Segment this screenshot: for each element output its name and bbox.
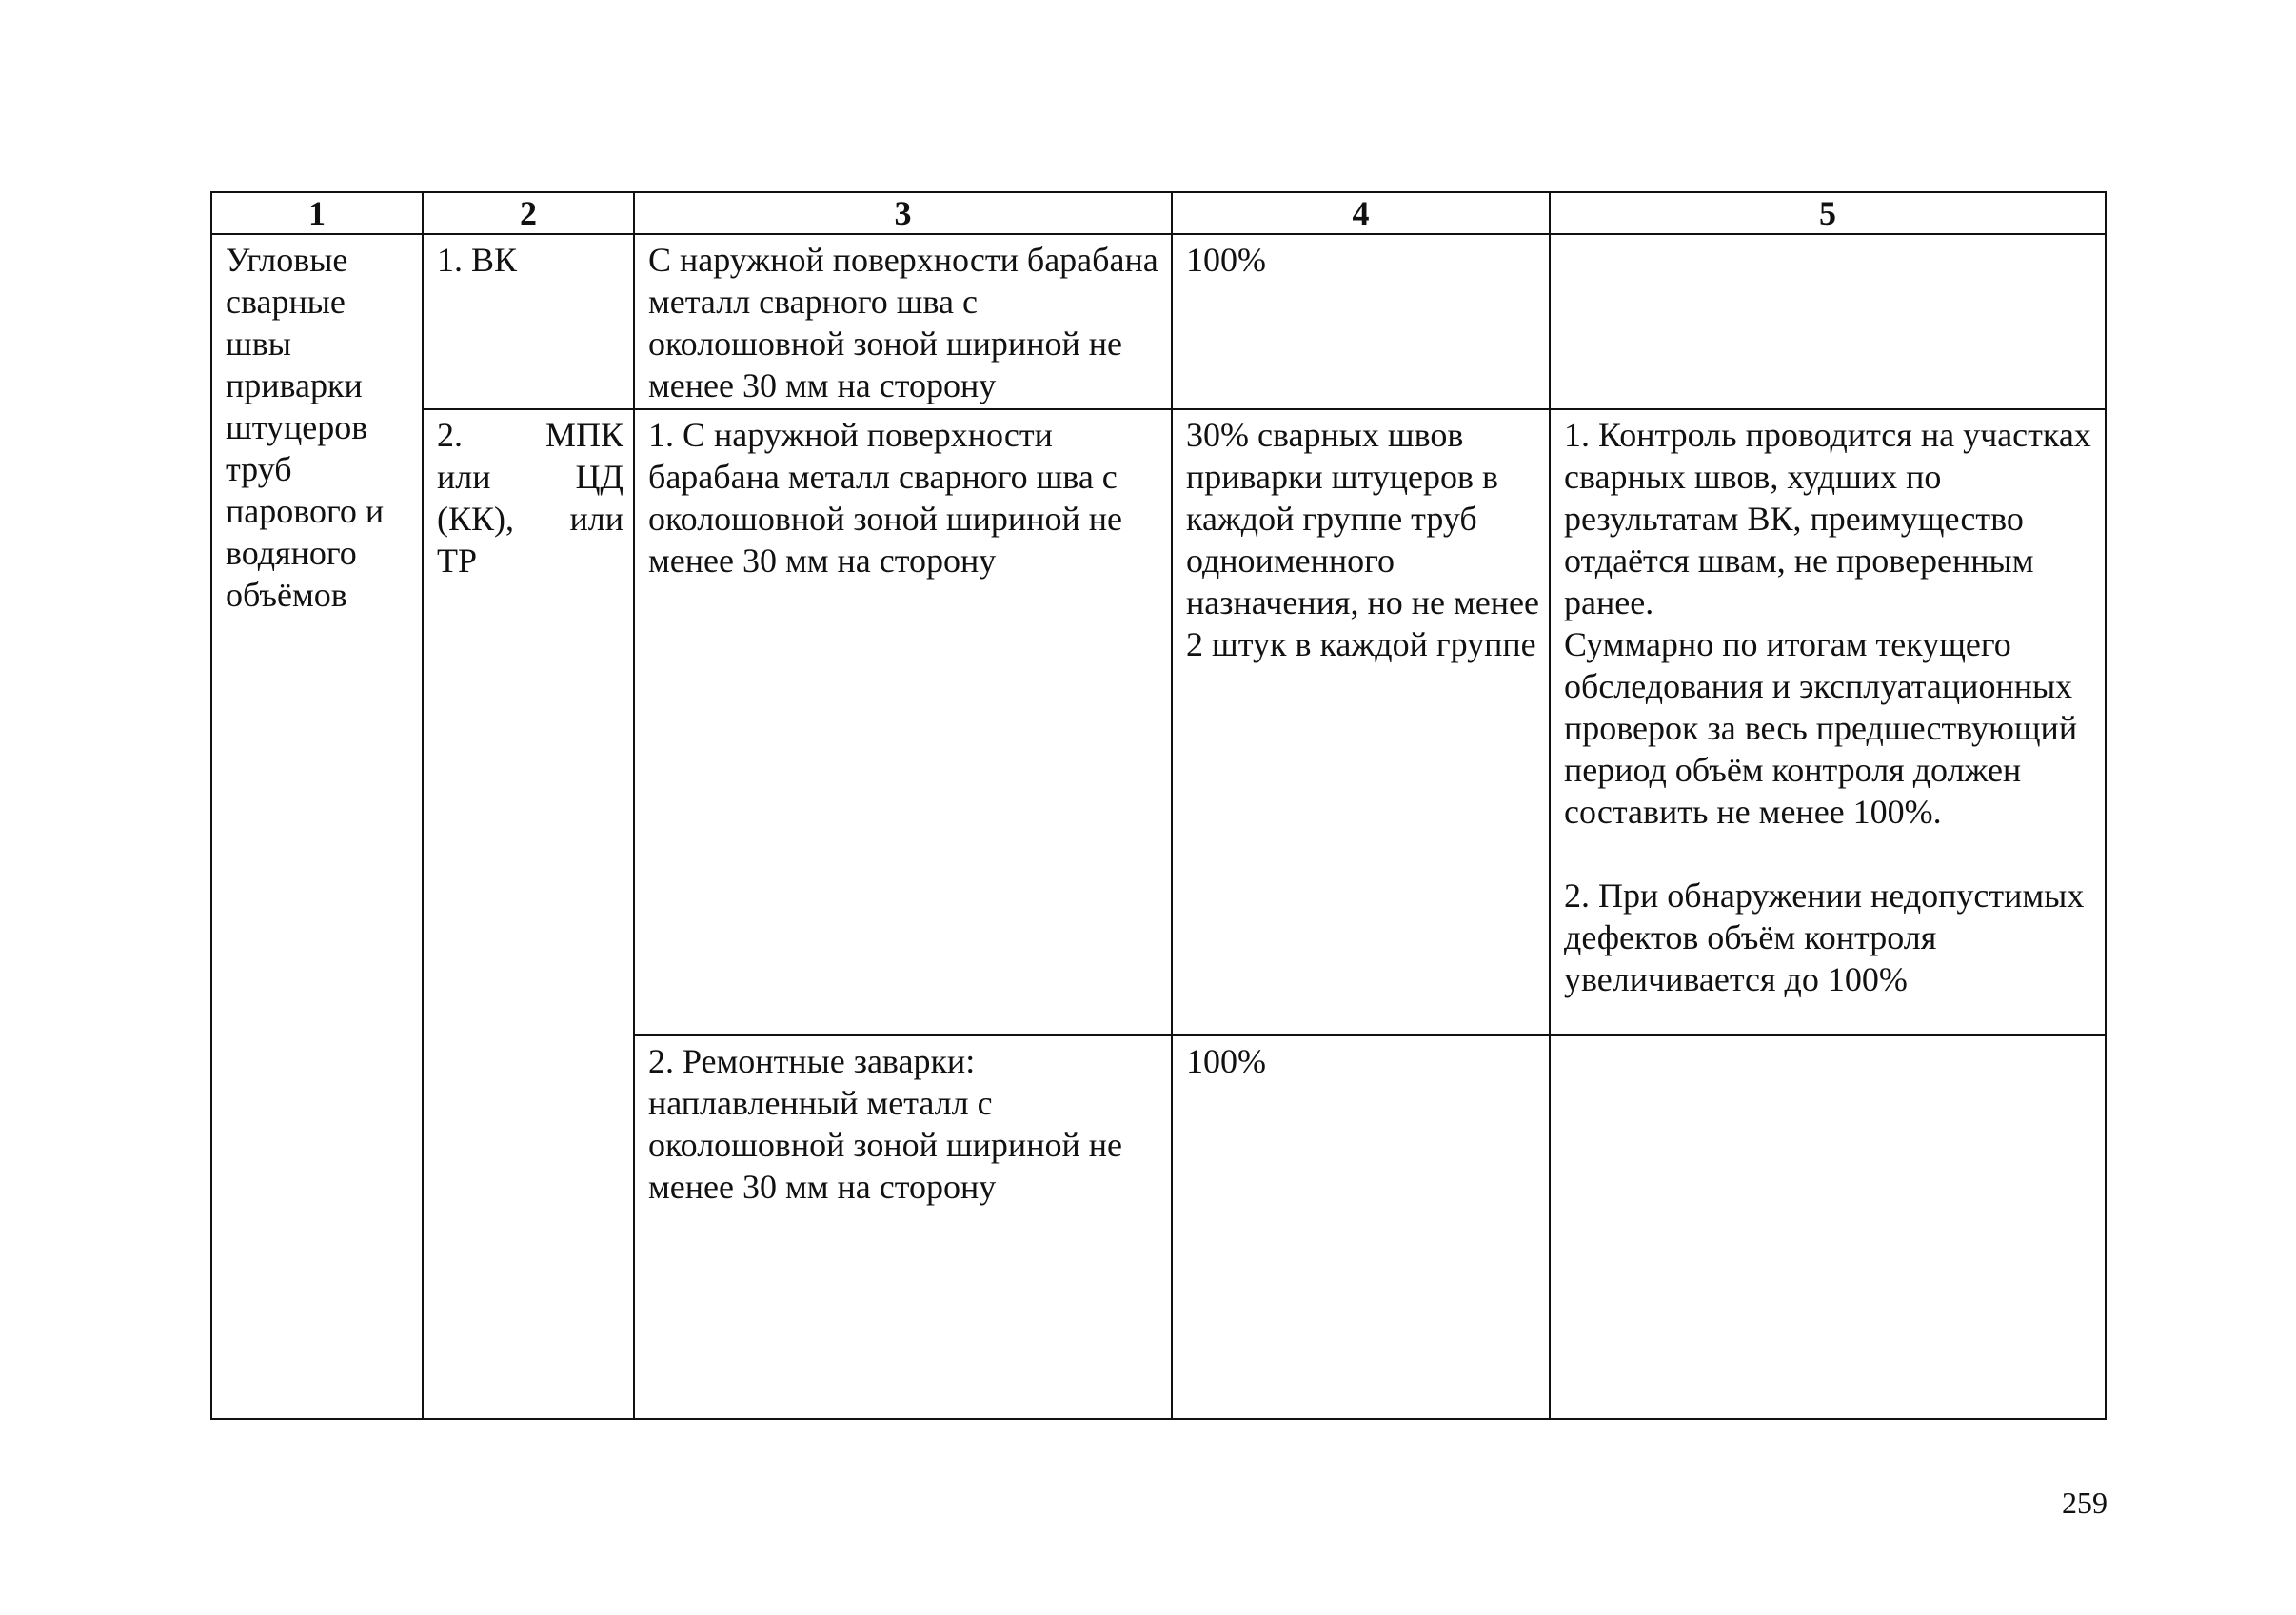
header-cell-5: 5: [1550, 192, 2106, 234]
header-cell-2: 2: [423, 192, 634, 234]
method-word: МПК: [544, 416, 623, 454]
paragraph-gap: [1564, 833, 2095, 875]
inspection-table: [210, 191, 2107, 1420]
volume-cell: [1172, 1035, 1550, 1419]
note-cell: [1550, 1035, 2106, 1419]
volume-cell: [1172, 409, 1550, 1035]
method-vk: 1. ВК: [437, 241, 518, 279]
header-cell-1: 1: [211, 192, 423, 234]
method-line: [437, 498, 623, 540]
volume-text: 30% сварных швов приварки штуцеров в каждой группе труб одноименного назначения, но не менее 2 штук в каждой группе: [1186, 416, 1539, 663]
zone-text: 2. Ремонтные заварки: наплавленный металл с околошовной зоной шириной не менее 30 мм на сторону: [648, 1042, 1122, 1206]
zone-cell: [634, 234, 1172, 409]
header-row: [211, 192, 2106, 234]
method-cell-ndt: [423, 409, 634, 1419]
method-word: ТР: [437, 542, 478, 580]
method-line: [437, 540, 623, 581]
note-paragraph-1: 1. Контроль проводится на участках сварных швов, худших по результатам ВК, преимущество отдаётся швам, не проверенным ранее.: [1564, 416, 2091, 621]
note-cell: [1550, 409, 2106, 1035]
table-row: [211, 234, 2106, 409]
method-word: 2.: [437, 416, 463, 454]
page-number: 259: [2062, 1486, 2108, 1520]
method-word: ЦД: [575, 458, 623, 496]
object-name: Угловые сварные швы приварки штуцеров труб парового и водяного объёмов: [226, 241, 385, 614]
zone-text: С наружной поверхности барабана металл сварного шва с околошовной зоной шириной не менее 30 мм на сторону: [648, 241, 1158, 404]
header-cell-3: 3: [634, 192, 1172, 234]
method-word: или: [437, 458, 491, 496]
note-paragraph-2: Суммарно по итогам текущего обследования и эксплуатационных проверок за весь предшествующий период объём контроля должен составить не менее 100%.: [1564, 625, 2078, 831]
method-line: [437, 414, 623, 456]
note-paragraph-3: 2. При обнаружении недопустимых дефектов объём контроля увеличивается до 100%: [1564, 876, 2085, 998]
volume-text: 100%: [1186, 241, 1266, 279]
volume-text: 100%: [1186, 1042, 1266, 1080]
method-cell-vk: [423, 234, 634, 409]
method-word: (КК),: [437, 500, 514, 538]
zone-cell: [634, 409, 1172, 1035]
method-line: [437, 456, 623, 498]
method-word: или: [569, 500, 623, 538]
header-cell-4: 4: [1172, 192, 1550, 234]
object-name-cell: [211, 234, 423, 1419]
zone-cell: [634, 1035, 1172, 1419]
table-row: [211, 409, 2106, 1035]
zone-text: 1. С наружной поверхности барабана металл сварного шва с околошовной зоной шириной не менее 30 мм на сторону: [648, 416, 1122, 580]
note-cell: [1550, 234, 2106, 409]
volume-cell: [1172, 234, 1550, 409]
